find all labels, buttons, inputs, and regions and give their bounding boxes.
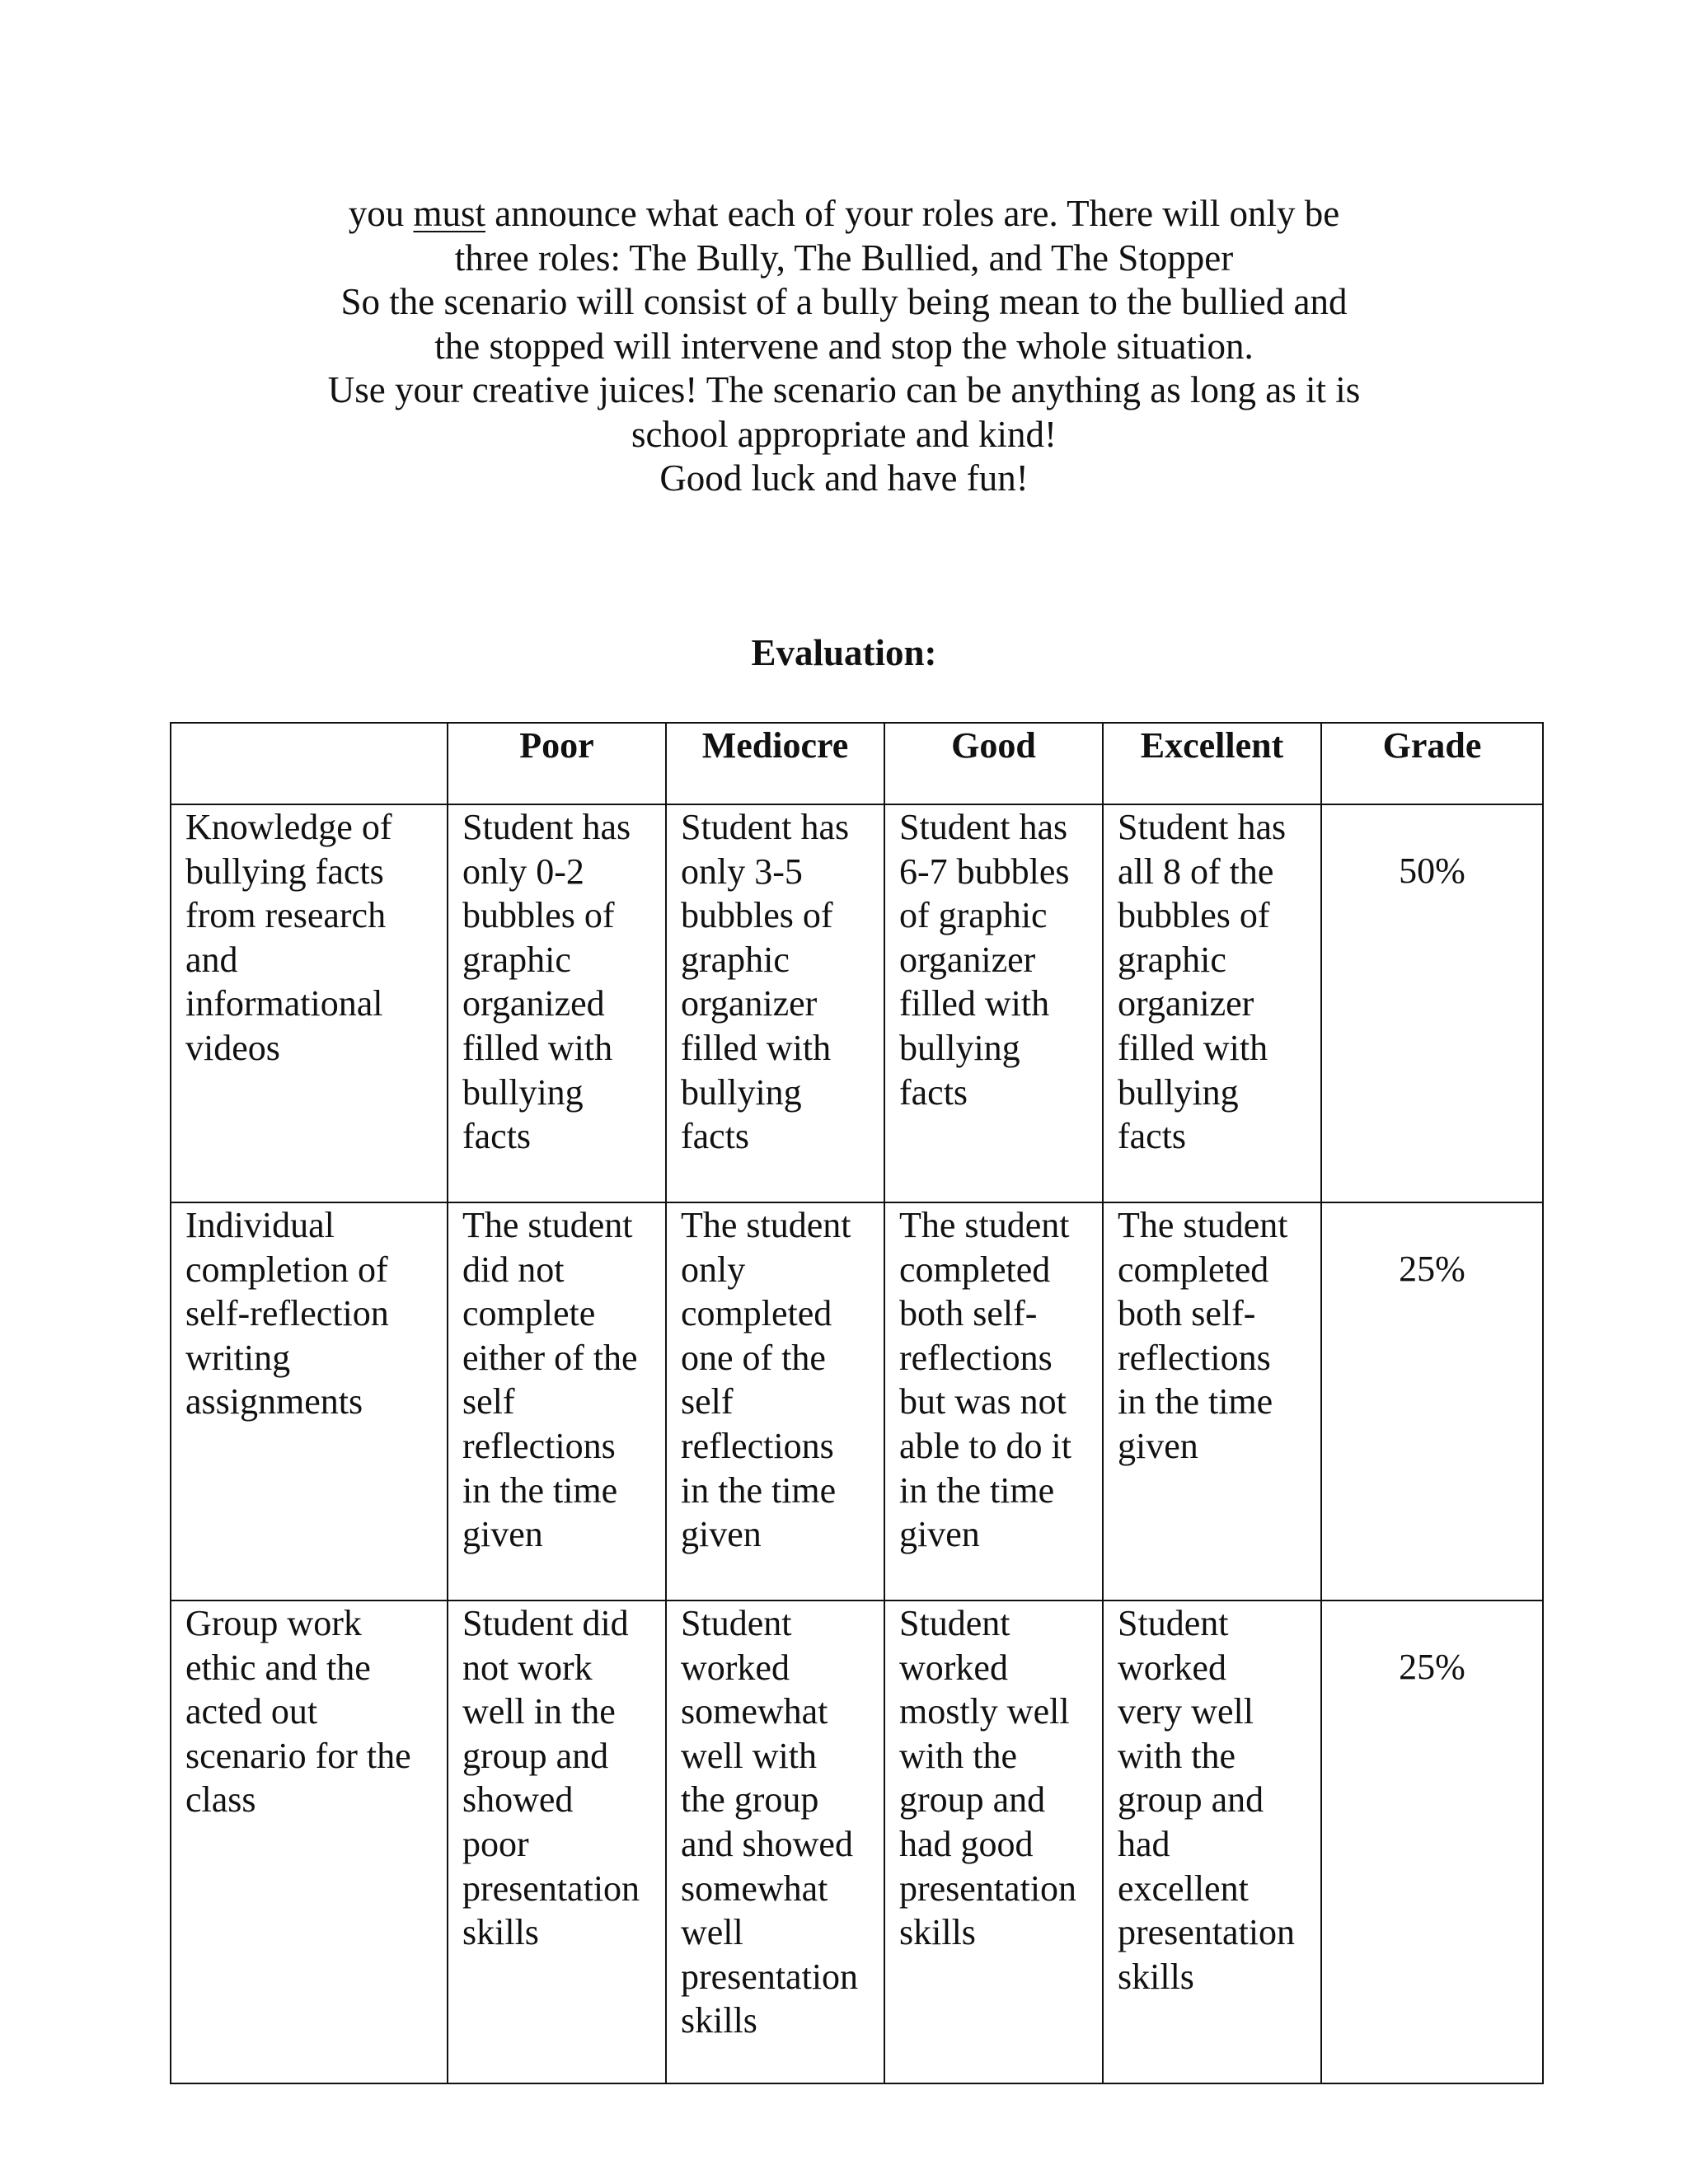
mediocre-cell <box>666 804 884 1202</box>
header-good: Good <box>884 723 1103 804</box>
excellent-cell <box>1103 804 1321 1202</box>
criterion-text: Individual completion of self-reflection writing assignments <box>185 1205 389 1422</box>
criterion-text: Group work ethic and the acted out scenario for the class <box>185 1603 411 1821</box>
underlined-must: must <box>413 193 485 234</box>
intro-line-2: three roles: The Bully, The Bullied, and The Stopper <box>454 237 1234 279</box>
grade-cell: 50% <box>1321 804 1543 1202</box>
poor-cell <box>448 804 666 1202</box>
intro-line-4: the stopped will intervene and stop the whole situation. <box>434 325 1254 367</box>
good-text: Student worked mostly well with the group and had good presentation skills <box>899 1603 1077 1953</box>
header-excellent: Excellent <box>1103 723 1321 804</box>
table-header-row <box>171 723 1543 804</box>
grade-cell: 25% <box>1321 1601 1543 2083</box>
table-row <box>171 1202 1543 1601</box>
evaluation-rubric-table <box>170 722 1544 2084</box>
excellent-text: Student worked very well with the group and had excellent presentation skills <box>1118 1603 1296 1997</box>
poor-text: Student did not work well in the group and showed poor presentation skills <box>462 1603 640 1953</box>
table-row <box>171 1601 1543 2083</box>
grade-cell: 25% <box>1321 1202 1543 1601</box>
intro-line-7: Good luck and have fun! <box>659 457 1029 499</box>
header-grade: Grade <box>1321 723 1543 804</box>
intro-line-1-end: announce what each of your roles are. There will only be <box>485 193 1340 234</box>
table-row <box>171 804 1543 1202</box>
intro-paragraph <box>0 192 1688 501</box>
criterion-cell <box>171 1601 448 2083</box>
header-mediocre: Mediocre <box>666 723 884 804</box>
excellent-text: Student has all 8 of the bubbles of graphic organizer filled with bullying facts <box>1118 807 1287 1157</box>
mediocre-cell <box>666 1202 884 1601</box>
good-cell <box>884 1202 1103 1601</box>
mediocre-text: Student has only 3-5 bubbles of graphic organizer filled with bullying facts <box>681 807 850 1157</box>
excellent-text: The student completed both self- reflections in the time given <box>1118 1205 1288 1466</box>
excellent-cell <box>1103 1202 1321 1601</box>
intro-line-1-start: you <box>348 193 414 234</box>
poor-cell <box>448 1202 666 1601</box>
mediocre-text: Student worked somewhat well with the group and showed somewhat well presentation skills <box>681 1603 859 2041</box>
good-text: The student completed both self- reflections but was not able to do it in the time given <box>899 1205 1071 1555</box>
good-cell <box>884 1601 1103 2083</box>
poor-text: The student did not complete either of the self reflections in the time given <box>462 1205 638 1555</box>
mediocre-cell <box>666 1601 884 2083</box>
header-criteria <box>171 723 448 804</box>
criterion-cell <box>171 804 448 1202</box>
intro-line-1 <box>0 192 1688 237</box>
poor-text: Student has only 0-2 bubbles of graphic organized filled with bullying facts <box>462 807 631 1157</box>
header-poor: Poor <box>448 723 666 804</box>
intro-line-3: So the scenario will consist of a bully being mean to the bullied and <box>340 281 1348 322</box>
criterion-text: Knowledge of bullying facts from research and informational videos <box>185 807 392 1068</box>
poor-cell <box>448 1601 666 2083</box>
intro-line-5: Use your creative juices! The scenario can be anything as long as it is <box>327 369 1361 410</box>
good-cell <box>884 804 1103 1202</box>
intro-line-6: school appropriate and kind! <box>631 413 1057 455</box>
mediocre-text: The student only completed one of the self reflections in the time given <box>681 1205 851 1555</box>
criterion-cell <box>171 1202 448 1601</box>
evaluation-heading: Evaluation: <box>751 632 937 673</box>
good-text: Student has 6-7 bubbles of graphic organizer filled with bullying facts <box>899 807 1070 1113</box>
excellent-cell <box>1103 1601 1321 2083</box>
